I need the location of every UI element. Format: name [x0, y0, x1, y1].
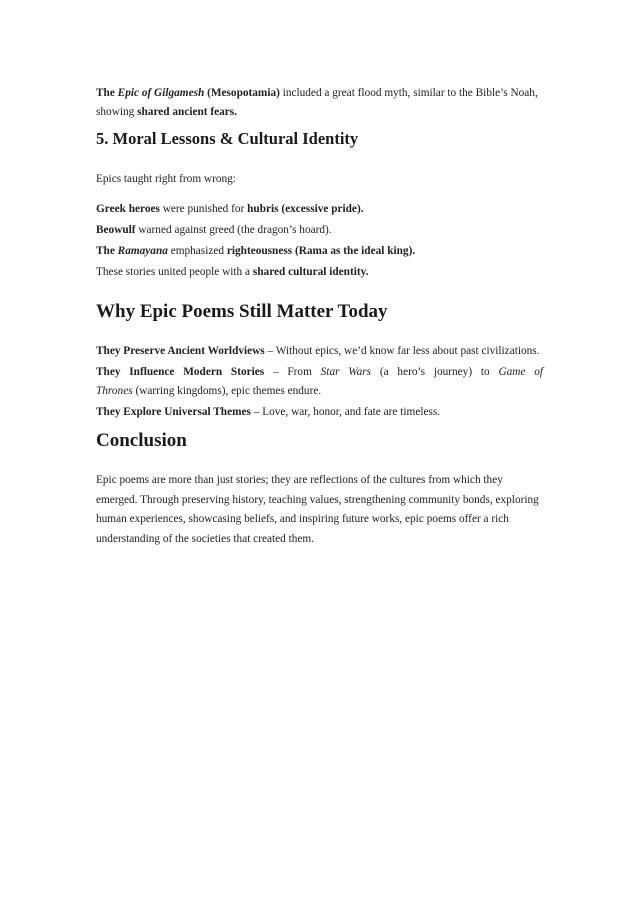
section-heading-conclusion: Conclusion: [96, 430, 187, 451]
preserve-worldviews-paragraph: They Preserve Ancient Worldviews – Without epics, we’d know far less about past civilizations.: [96, 345, 540, 357]
cultural-identity-paragraph: These stories united people with a shared cultural identity.: [96, 266, 369, 278]
conclusion-paragraph: Epic poems are more than just stories; they are reflections of the cultures from which they emerged. Through preserving history, teaching values, strengthening community bonds, exploring human experiences, showcasing beliefs, and inspiring future works, epic poems offer a rich understanding of the societies that created them.: [96, 474, 539, 545]
section-heading-why-epics-matter: Why Epic Poems Still Matter Today: [96, 301, 388, 322]
influence-modern-stories-paragraph: [96, 363, 543, 401]
section-heading-moral-lessons: 5. Moral Lessons & Cultural Identity: [96, 129, 359, 148]
ramayana-paragraph: The Ramayana emphasized righteousness (Rama as the ideal king).: [96, 245, 416, 257]
influence-line-2: Thrones (warring kingdoms), epic themes endure.: [96, 385, 322, 397]
universal-themes-paragraph: They Explore Universal Themes – Love, war, honor, and fate are timeless.: [96, 406, 441, 418]
influence-title-part-1: Game of: [498, 366, 544, 378]
moral-lead-paragraph: Epics taught right from wrong:: [96, 173, 236, 185]
beowulf-paragraph: Beowulf warned against greed (the dragon’s hoard).: [96, 224, 332, 236]
influence-title-part-2: Thrones: [96, 385, 133, 397]
gilgamesh-paragraph: The Epic of Gilgamesh (Mesopotamia) included a great flood myth, similar to the Bible’s Noah, showing shared ancient fears.: [96, 87, 538, 118]
influence-line-1: They Influence Modern Stories – From Star Wars (a hero’s journey) to Game of: [96, 366, 544, 378]
greek-heroes-paragraph: Greek heroes were punished for hubris (excessive pride).: [96, 203, 364, 215]
